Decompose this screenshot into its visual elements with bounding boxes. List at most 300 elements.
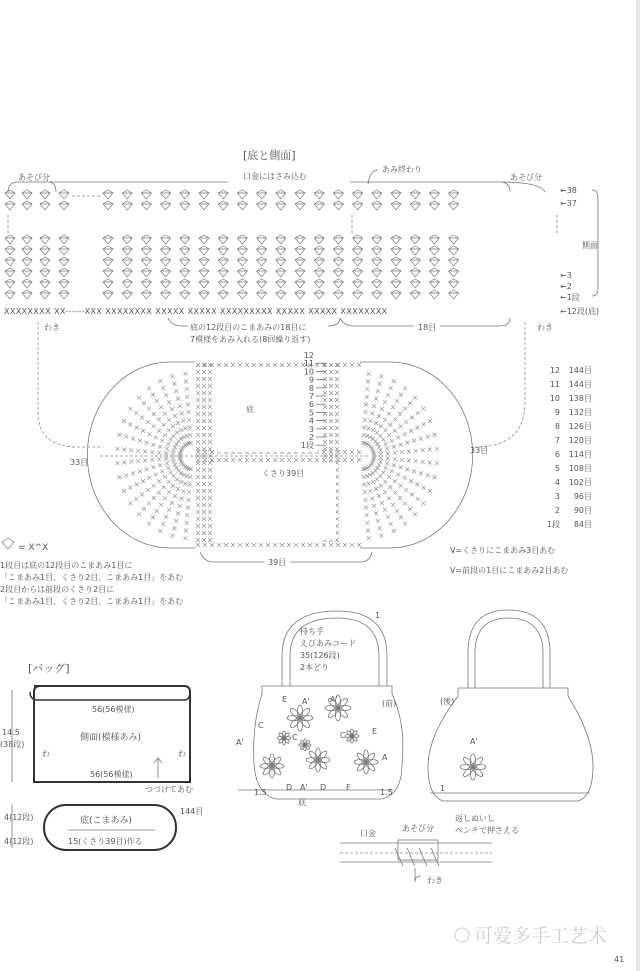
cross-stitch [329, 450, 333, 454]
cross-stitch [329, 440, 333, 444]
pliers-label: ペンチで押さえる [455, 826, 519, 835]
cross-stitch [171, 534, 175, 538]
cross-stitch [231, 363, 235, 367]
cross-stitch [414, 459, 418, 463]
cross-stitch [387, 496, 391, 500]
heart-stitch [237, 235, 247, 244]
heart-stitch [276, 235, 286, 244]
cross-stitch [399, 393, 403, 397]
cross-stitch [208, 398, 212, 402]
heart-stitch [353, 246, 363, 255]
cross-stitch [164, 456, 168, 460]
cross-stitch [374, 397, 378, 401]
heart-stitch [161, 201, 171, 210]
watermark-text: 可爱多手工艺术 [474, 925, 608, 947]
heart-stitch [59, 201, 69, 210]
heart-stitch [40, 190, 50, 199]
heart-stitch [276, 279, 286, 288]
cross-stitch [383, 418, 387, 422]
cross-stitch [173, 414, 177, 418]
cross-stitch [238, 363, 242, 367]
cross-stitch [180, 411, 184, 415]
heart-stitch [199, 190, 209, 199]
heart-stitch [449, 201, 459, 210]
edge-width-right: 1.5 [380, 788, 393, 797]
heart-stitch [353, 279, 363, 288]
cross-stitch [343, 458, 347, 462]
heart-stitch [353, 290, 363, 299]
heart-stitch [314, 246, 324, 255]
cross-stitch [381, 470, 385, 474]
heart-stitch [141, 246, 151, 255]
cross-stitch [412, 439, 416, 443]
cross-stitch [416, 411, 420, 415]
cross-stitch [421, 501, 425, 505]
cross-stitch [372, 404, 376, 408]
cross-stitch [151, 443, 155, 447]
cross-stitch [329, 458, 333, 462]
row-marker: ←37 [560, 199, 577, 208]
cross-stitch [167, 480, 171, 484]
cross-stitch [400, 458, 404, 462]
cross-stitch [384, 466, 388, 470]
heart-stitch [429, 201, 439, 210]
cross-stitch [164, 393, 168, 397]
back-edge-number: 1 [440, 784, 446, 793]
cross-stitch [329, 391, 333, 395]
symbol-legend-1: V=くさりにこまあみ3目あむ [450, 546, 556, 555]
cross-stitch [208, 433, 212, 437]
cross-stitch [208, 496, 212, 500]
base-panel-label: 底(こまあみ) [80, 816, 133, 826]
heart-stitch [180, 235, 190, 244]
heart-stitch [22, 246, 32, 255]
heart-stitch [276, 246, 286, 255]
heart-stitch [410, 268, 420, 277]
cross-stitch [185, 387, 189, 391]
play-right-label: あそび分 [510, 173, 542, 182]
heart-stitch [59, 246, 69, 255]
heart-stitch [199, 246, 209, 255]
cross-stitch [147, 476, 151, 480]
cross-stitch [202, 426, 206, 430]
cross-stitch [386, 452, 390, 456]
cross-stitch [186, 506, 190, 510]
flower-petal [283, 732, 290, 739]
cross-stitch [202, 531, 206, 535]
cross-stitch [186, 402, 190, 406]
heart-stitch [218, 279, 228, 288]
heart-stitch [141, 290, 151, 299]
heart-stitch [122, 257, 132, 266]
heart-stitch [257, 235, 267, 244]
cross-stitch [187, 498, 191, 502]
cross-stitch [140, 492, 144, 496]
cross-stitch [398, 496, 402, 500]
heart-stitch [237, 268, 247, 277]
heart-stitch [353, 201, 363, 210]
cross-stitch [183, 426, 187, 430]
cross-stitch [378, 526, 382, 530]
heart-stitch [180, 190, 190, 199]
cross-stitch [208, 370, 212, 374]
cross-stitch [176, 487, 180, 491]
cross-stitch [208, 405, 212, 409]
cross-stitch [202, 538, 206, 542]
round-number: 10 [303, 367, 314, 377]
heart-stitch [257, 201, 267, 210]
cross-stitch [141, 429, 145, 433]
round-number: 2 [308, 433, 314, 442]
heart-stitch [161, 235, 171, 244]
cross-stitch [196, 419, 200, 423]
cross-stitch [122, 447, 126, 451]
cross-stitch [135, 482, 139, 486]
cross-stitch [259, 458, 263, 462]
heart-stitch [276, 190, 286, 199]
base-count: 144目 [180, 807, 204, 816]
cross-stitch [287, 458, 291, 462]
heart-stitch [353, 235, 363, 244]
cross-stitch [172, 459, 176, 463]
cross-stitch [187, 410, 191, 414]
cross-stitch [372, 504, 376, 508]
cross-stitch [142, 507, 146, 511]
heart-stitch [429, 290, 439, 299]
round-number: 11 [303, 359, 314, 369]
heart-stitch [122, 201, 132, 210]
cross-stitch [294, 363, 298, 367]
cross-stitch [173, 494, 177, 498]
cross-stitch [179, 480, 183, 484]
cross-stitch [308, 543, 312, 547]
cross-stitch [208, 489, 212, 493]
front-label: (前) [382, 699, 397, 708]
cross-stitch [381, 438, 385, 442]
count-round: 6 [554, 450, 560, 459]
cross-stitch [202, 503, 206, 507]
cross-stitch [208, 426, 212, 430]
base-chain-label: 15(くさり39目)作る [68, 837, 143, 846]
motif-label: D [286, 783, 293, 792]
cross-stitch [407, 449, 411, 453]
heart-stitch [40, 279, 50, 288]
heart-stitch [449, 290, 459, 299]
cross-stitch [196, 489, 200, 493]
count-round: 12 [549, 366, 560, 375]
cross-stitch [178, 504, 182, 508]
cross-stitch [196, 538, 200, 542]
cross-stitch [280, 543, 284, 547]
heart-stitch [22, 257, 32, 266]
heart-stitch [141, 201, 151, 210]
heart-stitch [353, 268, 363, 277]
heart-stitch [295, 268, 305, 277]
cross-stitch [134, 497, 138, 501]
cross-stitch [188, 426, 192, 430]
cross-stitch [391, 405, 395, 409]
cross-stitch [166, 466, 170, 470]
base-center-label: 底 [246, 405, 254, 414]
heart-stitch [122, 235, 132, 244]
heart-stitch [22, 268, 32, 277]
cross-stitch [388, 423, 392, 427]
cross-stitch [357, 543, 361, 547]
heart-stitch [372, 201, 382, 210]
count-stitches: 126目 [568, 422, 592, 431]
motif-label: A' [302, 697, 310, 706]
cross-stitch [185, 513, 189, 517]
heart-stitch [218, 235, 228, 244]
play-left-label: あそび分 [18, 173, 50, 182]
cross-stitch [399, 515, 403, 519]
front-handle [282, 611, 387, 686]
cross-stitch [203, 450, 207, 454]
flower-petal [336, 697, 349, 710]
heart-stitch [429, 246, 439, 255]
heart-stitch [314, 257, 324, 266]
front-bag-body [254, 686, 403, 799]
cross-stitch [202, 461, 206, 465]
cross-stitch [147, 432, 151, 436]
seam-label: わき [427, 876, 443, 885]
cross-stitch [419, 471, 423, 475]
heart-stitch [103, 268, 113, 277]
cross-stitch [171, 456, 175, 460]
heart-stitch [59, 290, 69, 299]
heart-stitch [22, 190, 32, 199]
cross-stitch [151, 424, 155, 428]
heart-stitch [237, 279, 247, 288]
clasp-label: 口金 [360, 829, 376, 838]
cross-stitch [163, 412, 167, 416]
seam-left: わ [42, 749, 50, 758]
cross-stitch [188, 482, 192, 486]
heart-stitch [59, 279, 69, 288]
heart-stitch [199, 235, 209, 244]
cross-stitch [336, 458, 340, 462]
cross-stitch [208, 419, 212, 423]
cross-stitch [158, 529, 162, 533]
backstitch-label: 返しぬいし [455, 814, 495, 823]
note-line-2: 7模様をあみ入れる(8回繰り返す) [190, 335, 311, 344]
row-marker: ←38 [560, 186, 577, 195]
cross-stitch [171, 452, 175, 456]
cross-stitch [280, 363, 284, 367]
cross-stitch [357, 363, 361, 367]
heart-stitch [372, 190, 382, 199]
cross-stitch [185, 434, 189, 438]
heart-stitch [257, 246, 267, 255]
cross-stitch [385, 461, 389, 465]
note-line-1: 底の12段目のこまあみの18目に [190, 323, 307, 332]
cross-stitch [329, 363, 333, 367]
heart-stitch [122, 279, 132, 288]
cross-stitch [393, 451, 397, 455]
cross-stitch [181, 489, 185, 493]
heart-stitch [276, 268, 286, 277]
cross-stitch [208, 412, 212, 416]
cross-stitch [165, 461, 169, 465]
cross-stitch [335, 384, 339, 388]
heart-stitch [410, 246, 420, 255]
cross-stitch [409, 479, 413, 483]
cross-stitch [367, 536, 371, 540]
cross-stitch [329, 398, 333, 402]
flower-petal [471, 756, 484, 769]
cross-stitch [435, 461, 439, 465]
symbol-legend-2: V=前段の1目にこまあみ2目あむ [450, 566, 569, 575]
cross-stitch [419, 437, 423, 441]
heart-stitch [276, 201, 286, 210]
heart-stitch [410, 279, 420, 288]
cross-stitch [322, 543, 326, 547]
cross-stitch [131, 471, 135, 475]
cross-stitch [379, 534, 383, 538]
motif-label: D [320, 783, 327, 792]
cross-stitch [329, 377, 333, 381]
heart-stitch [295, 190, 305, 199]
cross-stitch [170, 407, 174, 411]
front-flower-motifs [260, 695, 378, 778]
count-round: 3 [554, 492, 560, 501]
heart-stitch [429, 190, 439, 199]
cross-stitch [329, 384, 333, 388]
cross-stitch [208, 377, 212, 381]
cross-stitch [367, 372, 371, 376]
cross-stitch [172, 382, 176, 386]
cross-stitch [386, 393, 390, 397]
cross-stitch [366, 529, 370, 533]
cross-stitch [369, 489, 373, 493]
cross-stitch [259, 543, 263, 547]
cross-stitch [147, 522, 151, 526]
cross-stitch [196, 458, 200, 462]
heart-stitch [333, 268, 343, 277]
heart-stitch [40, 268, 50, 277]
heart-stitch [22, 290, 32, 299]
cross-stitch [335, 377, 339, 381]
heart-stitch [410, 235, 420, 244]
heart-stitch [429, 235, 439, 244]
bottom-count: 39目 [268, 558, 287, 567]
cross-stitch [208, 531, 212, 535]
height-rows: (38段) [0, 740, 25, 749]
cross-stitch [366, 379, 370, 383]
base-center-gap [218, 372, 318, 452]
motif-label: C [258, 721, 264, 730]
cross-stitch [335, 419, 339, 423]
play-label: あそび分 [402, 824, 434, 833]
flower-petal [316, 750, 328, 762]
motif-label: C [340, 731, 346, 740]
cross-stitch [217, 458, 221, 462]
cross-stitch [385, 447, 389, 451]
cross-stitch [210, 363, 214, 367]
cross-stitch [371, 428, 375, 432]
heart-stitch [59, 235, 69, 244]
heart-stitch [276, 257, 286, 266]
cross-stitch [422, 486, 426, 490]
heart-stitch [141, 257, 151, 266]
heart-stitch [103, 201, 113, 210]
heart-stitch [410, 201, 420, 210]
cross-stitch [155, 509, 159, 513]
stitch-count-table [547, 366, 592, 529]
cross-stitch [184, 379, 188, 383]
cross-stitch [376, 519, 380, 523]
cross-stitch [160, 439, 164, 443]
heart-stitch [161, 279, 171, 288]
flower-petal [364, 752, 376, 764]
cross-stitch [370, 497, 374, 501]
cross-stitch [208, 363, 212, 367]
cross-stitch [154, 473, 158, 477]
cross-stitch [343, 450, 347, 454]
cross-stitch [138, 439, 142, 443]
heart-stitch [161, 268, 171, 277]
cross-stitch [415, 426, 419, 430]
cross-stitch [329, 405, 333, 409]
cross-stitch [208, 524, 212, 528]
cross-stitch [363, 410, 367, 414]
cross-stitch [294, 458, 298, 462]
cross-stitch [399, 465, 403, 469]
cross-stitch [336, 543, 340, 547]
motif-label: F [346, 783, 351, 792]
cross-stitch [405, 441, 409, 445]
cross-stitch [202, 412, 206, 416]
heart-stitch [237, 257, 247, 266]
heart-stitch [372, 268, 382, 277]
cross-stitch [428, 419, 432, 423]
cross-stitch [403, 386, 407, 390]
cross-stitch [143, 449, 147, 453]
cross-stitch [224, 363, 228, 367]
cross-stitch [400, 450, 404, 454]
cross-stitch [403, 407, 407, 411]
count-stitches: 96目 [573, 492, 592, 501]
heart-stitch [180, 201, 190, 210]
cross-stitch [134, 411, 138, 415]
cross-stitch [183, 536, 187, 540]
cross-stitch [390, 469, 394, 473]
base-height-1: 4(12段) [4, 813, 34, 822]
cross-stitch [150, 458, 154, 462]
side-label: 側面 [582, 241, 598, 250]
heart-stitch [391, 246, 401, 255]
heart-stitch [372, 235, 382, 244]
count-stitches: 84目 [573, 520, 592, 529]
motif-label: A [382, 753, 388, 762]
heart-stitch [237, 190, 247, 199]
heart-stitch [237, 201, 247, 210]
cross-stitch [140, 416, 144, 420]
cross-stitch [335, 405, 339, 409]
cross-stitch [155, 399, 159, 403]
cross-stitch [399, 424, 403, 428]
cross-stitch [273, 543, 277, 547]
cross-stitch [380, 501, 384, 505]
heart-stitch [103, 279, 113, 288]
cross-stitch [181, 419, 185, 423]
flower-petal [297, 705, 302, 718]
cross-stitch [162, 423, 166, 427]
heart-stitch [161, 246, 171, 255]
cross-stitch [124, 435, 128, 439]
cross-stitch [163, 475, 167, 479]
round-number: 3 [308, 424, 314, 434]
